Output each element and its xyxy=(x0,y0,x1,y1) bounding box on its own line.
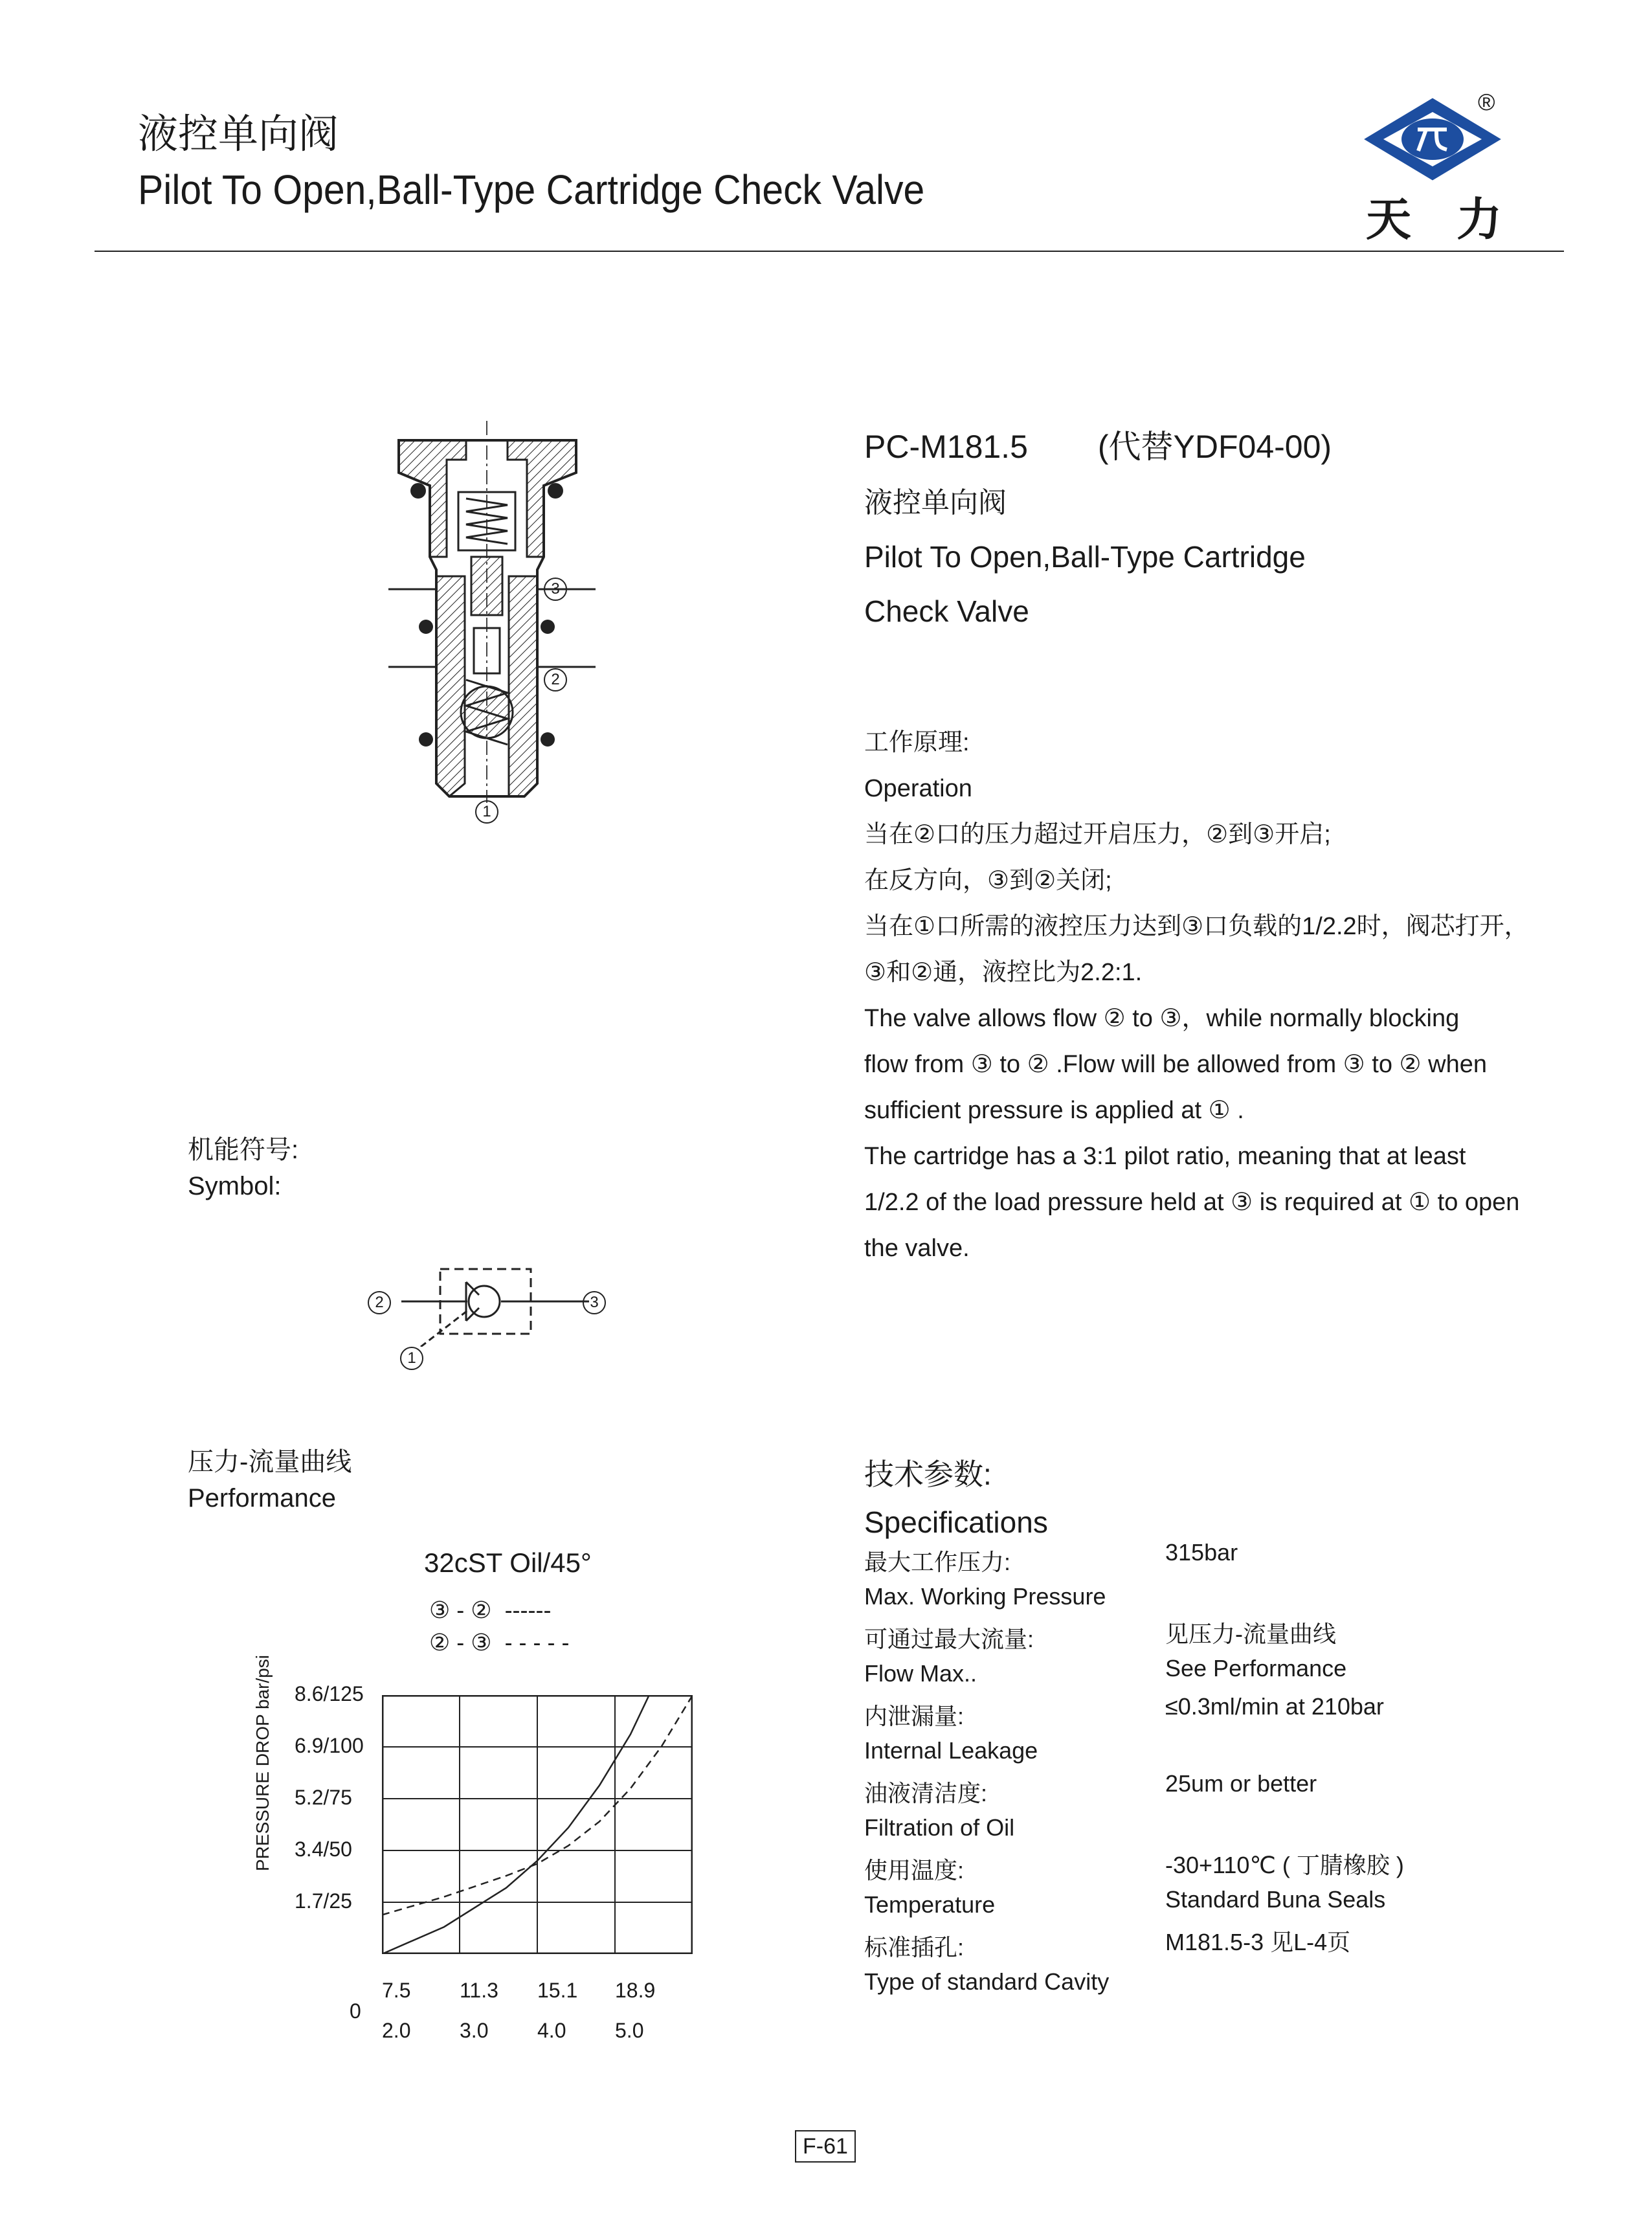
spec-value: M181.5-3 见L-4页 xyxy=(1165,1929,1351,1955)
spec-value: 25um or better xyxy=(1165,1770,1317,1797)
operation-text: The valve allows flow ② to ③，while normally blocking xyxy=(864,1005,1460,1032)
operation-text: 当在②口的压力超过开启压力，②到③开启; xyxy=(864,821,1331,848)
symbol-port-2: 2 xyxy=(368,1291,391,1314)
y-tick-label: 6.9/100 xyxy=(295,1734,364,1757)
spec-label: Flow Max.. xyxy=(864,1659,977,1687)
spec-heading: 技术参数: Specifications xyxy=(864,1457,1048,1539)
operation-text: flow from ③ to ② .Flow will be allowed from ③ to ② when xyxy=(864,1051,1488,1078)
model-replaces: (代替YDF04-00) xyxy=(1097,429,1332,465)
x-tick-label-gpm: 11.3 xyxy=(460,1979,498,2002)
spec-label: 可通过最大流量: xyxy=(864,1626,1034,1652)
header-divider xyxy=(95,251,1564,252)
page-title-cn: 液控单向阀 xyxy=(138,112,339,157)
page-title-en: Pilot To Open,Ball-Type Cartridge Check Valve xyxy=(138,166,925,213)
operation-heading-en: Operation xyxy=(864,775,972,802)
spec-value: -30+110℃ ( 丁腈橡胶 ) xyxy=(1165,1852,1404,1878)
page-number: F-61 xyxy=(795,2130,856,2163)
hydraulic-symbol-icon xyxy=(401,1256,589,1347)
spec-label: 使用温度: xyxy=(864,1857,965,1883)
operation-text: sufficient pressure is applied at ① . xyxy=(864,1097,1244,1124)
x-tick-label-lpm: 4.0 xyxy=(537,2019,566,2042)
y-tick-label: 3.4/50 xyxy=(295,1838,352,1861)
spec-label: Filtration of Oil xyxy=(864,1814,1015,1841)
x-tick-label-lpm: 3.0 xyxy=(460,2019,489,2042)
operation-text: 当在①口所需的液控压力达到③口负载的1/2.2时，阀芯打开， xyxy=(864,913,1529,940)
y-tick-label: 8.6/125 xyxy=(295,1682,364,1705)
spec-value: 见压力-流量曲线 xyxy=(1165,1621,1336,1647)
symbol-port-1: 1 xyxy=(400,1347,423,1370)
registered-mark: ® xyxy=(1478,89,1495,115)
model-number: PC-M181.5 xyxy=(864,429,1028,465)
chart-grid xyxy=(382,1695,693,1954)
spec-label: Temperature xyxy=(864,1891,996,1918)
chart-y-axis-label: PRESSURE DROP bar/psi xyxy=(252,1654,273,1871)
symbol-port-3: 3 xyxy=(583,1291,606,1314)
spec-label: 标准插孔: xyxy=(864,1934,965,1961)
chart-condition: 32cST Oil/45° xyxy=(424,1547,592,1578)
spec-label: 油液清洁度: xyxy=(864,1780,988,1806)
x-tick-label-lpm: 5.0 xyxy=(615,2019,644,2042)
spec-value: 315bar xyxy=(1165,1539,1238,1566)
operation-section xyxy=(864,720,1563,1272)
performance-heading: 压力-流量曲线 Performance xyxy=(188,1448,352,1512)
operation-text: 在反方向，③到②关闭; xyxy=(864,867,1112,894)
product-name-en: Pilot To Open,Ball-Type Cartridge Check Valve xyxy=(864,540,1306,628)
operation-text: 1/2.2 of the load pressure held at ③ is required at ① to open xyxy=(864,1189,1520,1216)
performance-chart xyxy=(382,1695,693,1954)
symbol-heading: 机能符号: Symbol: xyxy=(188,1136,299,1200)
operation-text: The cartridge has a 3:1 pilot ratio, meaning that at least xyxy=(864,1143,1466,1170)
x-tick-label-gpm: 7.5 xyxy=(382,1979,411,2002)
port-label-3: 3 xyxy=(544,578,567,601)
spec-label: Type of standard Cavity xyxy=(864,1968,1110,1995)
spec-label: 内泄漏量: xyxy=(864,1703,965,1729)
operation-text: the valve. xyxy=(864,1235,970,1262)
spec-label: Internal Leakage xyxy=(864,1737,1038,1764)
model-line xyxy=(864,421,1332,467)
x-tick-label-gpm: 18.9 xyxy=(615,1979,656,2002)
x-tick-label-lpm: 2.0 xyxy=(382,2019,411,2042)
spec-label: 最大工作压力: xyxy=(864,1549,1011,1575)
operation-heading-cn: 工作原理: xyxy=(864,729,970,756)
port-label-1: 1 xyxy=(475,800,498,824)
logo-text: 天力 xyxy=(1366,192,1547,246)
cartridge-section-drawing xyxy=(388,421,596,848)
legend-entry-2: ② - ③ - - - - - xyxy=(429,1629,570,1656)
spec-value: ≤0.3ml/min at 210bar xyxy=(1165,1693,1384,1720)
product-name-cn: 液控单向阀 xyxy=(864,487,1007,519)
spec-value: See Performance xyxy=(1165,1654,1347,1681)
spec-label: Max. Working Pressure xyxy=(864,1582,1106,1610)
x-tick-label-gpm: 15.1 xyxy=(537,1979,578,2002)
origin-label: 0 xyxy=(350,1999,361,2023)
legend-entry-1: ③ - ② ------ xyxy=(429,1597,552,1623)
series-line-1 xyxy=(382,1695,649,1954)
y-tick-label: 5.2/75 xyxy=(295,1786,352,1809)
operation-text: ③和②通，液控比为2.2:1. xyxy=(864,959,1143,986)
y-tick-label: 1.7/25 xyxy=(295,1889,352,1913)
spec-value: Standard Buna Seals xyxy=(1165,1885,1386,1913)
port-label-2: 2 xyxy=(544,668,567,691)
